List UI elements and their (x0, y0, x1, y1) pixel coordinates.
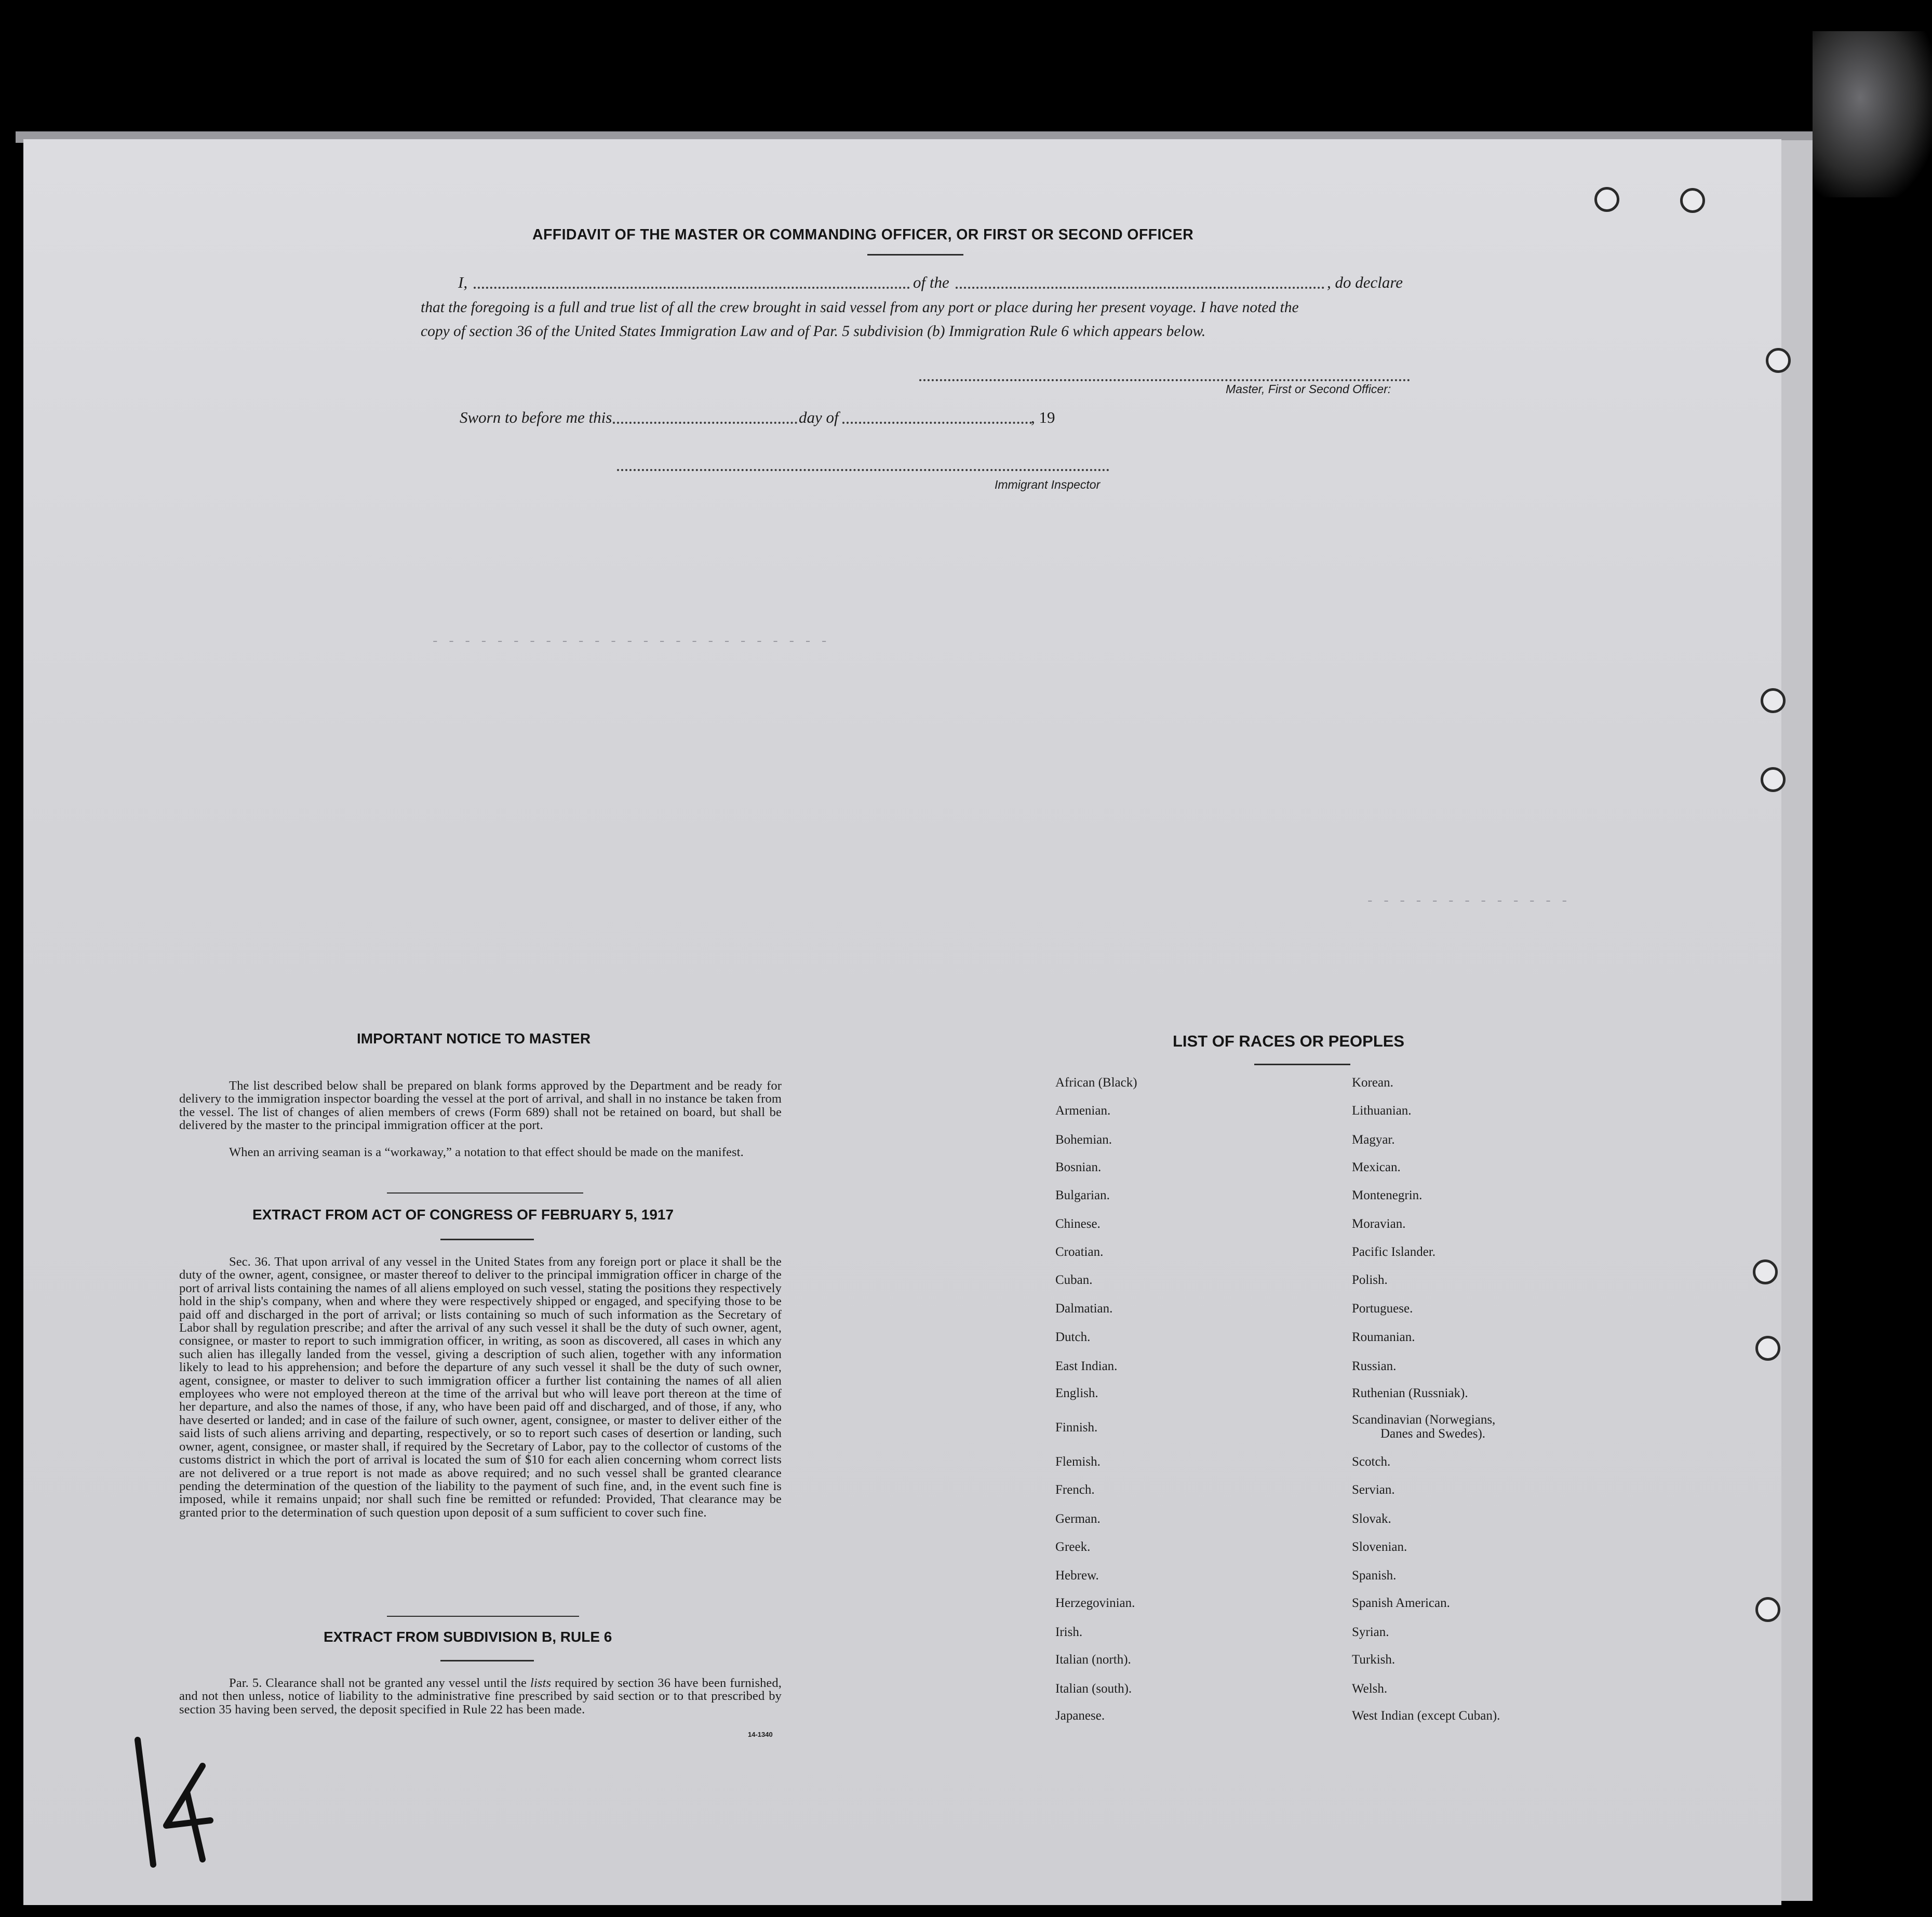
race-item: African (Black) (1055, 1076, 1137, 1090)
binder-hole-icon (1594, 187, 1619, 212)
affidavit-i: I, (458, 273, 468, 291)
race-item: Ruthenian (Russniak). (1352, 1386, 1468, 1400)
race-item: Croatian. (1055, 1245, 1104, 1259)
race-item: Portuguese. (1352, 1302, 1413, 1316)
extract-divider (387, 1616, 579, 1617)
bleed-through-text: - - - - - - - - - - - - - (1366, 893, 1569, 909)
affidavit-of-the: of the (913, 273, 949, 291)
sworn-text: Sworn to before me this (460, 408, 612, 426)
race-item: Danes and Swedes). (1380, 1427, 1486, 1441)
extract-1-heading: EXTRACT FROM ACT OF CONGRESS OF FEBRUARY 5, 1917 (252, 1206, 674, 1223)
sworn-day-blank[interactable] (613, 422, 797, 424)
race-item: Turkish. (1352, 1653, 1396, 1667)
race-item: Bosnian. (1055, 1160, 1102, 1174)
binder-hole-icon (1766, 348, 1791, 373)
race-item: Bulgarian. (1055, 1188, 1110, 1202)
signature-blank[interactable] (919, 379, 1410, 381)
race-item: West Indian (except Cuban). (1352, 1709, 1500, 1723)
race-item: English. (1055, 1386, 1098, 1400)
sworn-month-blank[interactable] (842, 422, 1032, 424)
affidavit-line-3: copy of section 36 of the United States Immigration Law and of Par. 5 subdivision (b) Immigration Rule 6 which appears below. (421, 323, 1206, 340)
race-item: Japanese. (1055, 1709, 1105, 1723)
race-item: Montenegrin. (1352, 1188, 1423, 1202)
race-item: Slovenian. (1352, 1540, 1407, 1554)
form-sheet (23, 139, 1781, 1905)
race-item: Korean. (1352, 1076, 1393, 1090)
race-item: Scotch. (1352, 1455, 1391, 1469)
race-item: Bohemian. (1055, 1133, 1112, 1147)
name-blank[interactable] (474, 287, 910, 289)
vessel-blank[interactable] (956, 287, 1324, 289)
affidavit-title: AFFIDAVIT OF THE MASTER OR COMMANDING OFFICER, OR FIRST OR SECOND OFFICER (532, 226, 1194, 243)
extract-2-body: Par. 5. Clearance shall not be granted any vessel until the lists required by section 36 have been furnished, and not then unless, notice of liability to the administrative fine prescribed by said section or to that prescribed by section 35 having been served, the deposit specified in Rule 22 has been made. (179, 1676, 782, 1717)
race-item: Roumanian. (1352, 1330, 1415, 1344)
race-item: Syrian. (1352, 1625, 1389, 1639)
notice-paragraph-1: The list described below shall be prepared on blank forms approved by the Department and be ready for delivery to the immigration inspector boarding the vessel at the port of arrival, and shall in no instance be taken from the vessel. The list of changes of alien members of crews (Form 689) shall not be retained on board, but shall be delivered by the master to the principal immigration officer at the port. (179, 1079, 782, 1133)
binder-hole-icon (1761, 767, 1786, 792)
affidavit-declare: , do declare (1327, 273, 1403, 291)
extract-1-rule (440, 1239, 534, 1240)
binder-hole-icon (1753, 1259, 1778, 1284)
race-item: Scandinavian (Norwegians, (1352, 1413, 1496, 1427)
race-item: Armenian. (1055, 1104, 1111, 1118)
affidavit-line-2: that the foregoing is a full and true list of all the crew brought in said vessel from any port or place during her present voyage. I have noted the (421, 299, 1299, 316)
notice-paragraph-2: When an arriving seaman is a “workaway,” a notation to that effect should be made on the manifest. (229, 1145, 744, 1159)
binder-hole-icon (1680, 188, 1705, 213)
race-item: Hebrew. (1055, 1569, 1099, 1583)
race-item: Russian. (1352, 1359, 1397, 1373)
race-item: Spanish. (1352, 1569, 1397, 1583)
race-item: Slovak. (1352, 1512, 1391, 1526)
race-item: Italian (south). (1055, 1682, 1132, 1696)
extract-1-body: Sec. 36. That upon arrival of any vessel in the United States from any foreign port or place it shall be the duty of the owner, agent, consignee, or master thereof to deliver to the principal immigration officer in charge of the port of arrival lists containing the names of all aliens employed on such vessel, stating the positions they respectively hold in the ship's company, when and where they were respectively shipped or engaged, and specifying those to be paid off and discharged in the port of arrival; or lists containing so much of such information as the Secretary of Labor shall by regulation prescribe; and after the arrival of any such vessel it shall be the duty of such owner, agent, consignee, or master to report to such immigration officer, in writing, as soon as discovered, all cases in which any such alien has illegally landed from the vessel, giving a description of such alien, together with any information likely to lead to his apprehension; and before the departure of any such vessel it shall be the duty of such owner, agent, consignee, or master to deliver to such immigration officer a further list containing the names of all alien employees who were not employed thereon at the time of the arrival but who will leave port thereon at the time of her departure, and also the names of those, if any, who have been paid off and discharged, and of those, if any, who have deserted or landed; and in case of the failure of such owner, agent, consignee, or master to deliver either of the said lists of such aliens arriving and departing, respectively, or so to report such cases of desertion or landing, such owner, agent, consignee, or master shall, if required by the Secretary of Labor, pay to the collector of customs of the customs district in which the port of arrival is located the sum of $10 for each alien concerning whom correct lists are not delivered or a true report is not made as above required; and no such vessel shall be granted clearance pending the determination of the question of the liability to the payment of such fine, and, in the event such fine is imposed, while it remains unpaid; nor shall such fine be remitted or refunded: Provided, That clearance may be granted prior to the determination of such question upon deposit of a sum sufficient to cover such fine. (179, 1255, 782, 1520)
affidavit-title-rule (867, 254, 963, 256)
binder-hole-icon (1755, 1597, 1780, 1622)
notice-divider (387, 1192, 583, 1194)
race-item: Pacific Islander. (1352, 1245, 1436, 1259)
race-item: Finnish. (1055, 1420, 1098, 1435)
bleed-through-text: - - - - - - - - - - - - - - - - - - - - - - - - - (431, 634, 828, 649)
race-item: Italian (north). (1055, 1653, 1131, 1667)
binder-hole-icon (1755, 1336, 1780, 1361)
race-item: Polish. (1352, 1273, 1388, 1287)
race-item: Flemish. (1055, 1455, 1101, 1469)
handwritten-14-mark (125, 1735, 218, 1875)
day-of-text: day of (799, 408, 839, 426)
race-item: Irish. (1055, 1625, 1083, 1639)
race-item: German. (1055, 1512, 1101, 1526)
race-item: Cuban. (1055, 1273, 1093, 1287)
races-heading: LIST OF RACES OR PEOPLES (1173, 1032, 1405, 1050)
races-heading-rule (1254, 1064, 1350, 1065)
year-prefix: , 19 (1031, 408, 1055, 426)
race-item: Welsh. (1352, 1682, 1388, 1696)
race-item: French. (1055, 1483, 1095, 1497)
race-item: Dalmatian. (1055, 1302, 1113, 1316)
race-item: Dutch. (1055, 1330, 1091, 1344)
race-item: East Indian. (1055, 1359, 1118, 1373)
underlying-sheet-edge (1776, 140, 1813, 1901)
inspector-label: Immigrant Inspector (995, 478, 1101, 491)
race-item: Herzegovinian. (1055, 1596, 1135, 1610)
race-item: Magyar. (1352, 1133, 1395, 1147)
race-item: Greek. (1055, 1540, 1091, 1554)
race-item: Moravian. (1352, 1217, 1406, 1231)
extract-2-heading: EXTRACT FROM SUBDIVISION B, RULE 6 (324, 1629, 612, 1645)
inspector-signature-blank[interactable] (617, 469, 1109, 471)
signature-label: Master, First or Second Officer: (1226, 382, 1391, 396)
race-item: Servian. (1352, 1483, 1395, 1497)
extract-2-rule (440, 1660, 534, 1661)
form-number: 14-1340 (748, 1731, 773, 1738)
binder-hole-icon (1761, 688, 1786, 713)
race-item: Lithuanian. (1352, 1104, 1412, 1118)
notice-heading: IMPORTANT NOTICE TO MASTER (357, 1030, 591, 1047)
race-item: Chinese. (1055, 1217, 1101, 1231)
torn-paper-scrap (1813, 31, 1932, 197)
race-item: Spanish American. (1352, 1596, 1450, 1610)
race-item: Mexican. (1352, 1160, 1401, 1174)
